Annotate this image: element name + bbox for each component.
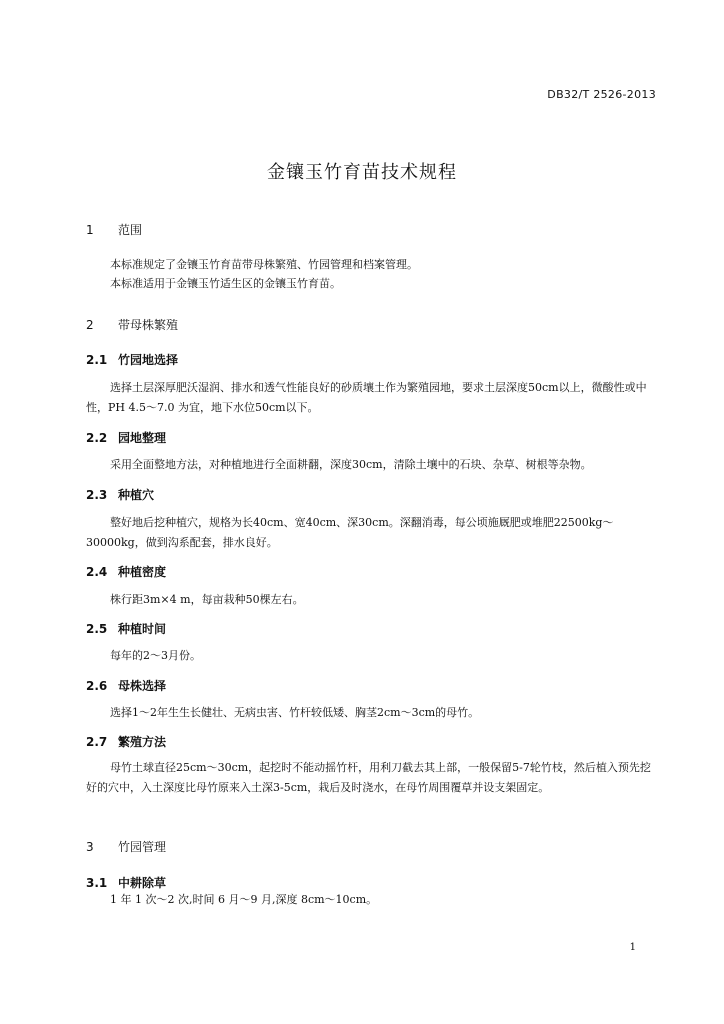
subsection-number: 2.6: [86, 679, 108, 693]
subsection-2-7-heading: [86, 733, 166, 750]
subsection-title: 竹园地选择: [118, 353, 179, 367]
section-number: 3: [86, 840, 94, 854]
subsection-title: 种植穴: [118, 488, 155, 502]
section-title: 竹园管理: [118, 840, 167, 854]
section-2-heading: [86, 316, 178, 333]
paragraph: 整好地后挖种植穴，规格为长40cm、宽40cm、深30cm。深翻消毒，每公顷施厩肥或堆肥22500kg～30000kg，做到沟系配套，排水良好。: [86, 516, 614, 549]
subsection-2-6-heading: [86, 677, 166, 694]
subsection-2-2-heading: [86, 429, 166, 446]
subsection-number: 2.5: [86, 622, 108, 636]
subsection-title: 种植时间: [118, 622, 167, 636]
subsection-number: 3.1: [86, 876, 108, 890]
section-title: 带母株繁殖: [118, 318, 179, 332]
paragraph: 1 年 1 次～2 次,时间 6 月～9 月,深度 8cm～10cm。: [110, 893, 378, 906]
subsection-number: 2.1: [86, 353, 108, 367]
paragraph: 本标准适用于金镶玉竹适生区的金镶玉竹育苗。: [110, 277, 341, 290]
section-3-heading: [86, 838, 166, 855]
paragraph: 母竹土球直径25cm～30cm，起挖时不能动摇竹杆，用利刀截去其上部，一般保留5-7轮竹枝，然后植入预先挖好的穴中，入土深度比母竹原来入土深3-5cm，栽后及时浇水，在母竹周围覆草并设支架固定。: [86, 761, 651, 794]
subsection-number: 2.3: [86, 488, 108, 502]
paragraph: 采用全面整地方法，对种植地进行全面耕翻，深度30cm，清除土壤中的石块、杂草、树根等杂物。: [110, 458, 592, 471]
subsection-title: 中耕除草: [118, 876, 167, 890]
subsection-title: 繁殖方法: [118, 735, 167, 749]
subsection-number: 2.4: [86, 565, 108, 579]
subsection-2-5-heading: [86, 620, 166, 637]
paragraph: 选择1～2年生生长健壮、无病虫害、竹杆较低矮、胸茎2cm～3cm的母竹。: [110, 706, 480, 719]
page-number: 1: [629, 942, 636, 953]
subsection-number: 2.2: [86, 431, 108, 445]
paragraph: 本标准规定了金镶玉竹育苗带母株繁殖、竹园管理和档案管理。: [110, 258, 418, 271]
subsection-2-3-heading: [86, 486, 154, 503]
standard-code: DB32/T 2526-2013: [547, 88, 656, 101]
subsection-title: 园地整理: [118, 431, 167, 445]
section-number: 2: [86, 318, 94, 332]
paragraph: 选择土层深厚肥沃湿润、排水和透气性能良好的砂质壤土作为繁殖园地，要求土层深度50cm以上，微酸性或中性，PH 4.5～7.0 为宜，地下水位50cm以下。: [86, 381, 647, 414]
document-title: 金镶玉竹育苗技术规程: [267, 162, 457, 183]
subsection-title: 母株选择: [118, 679, 167, 693]
subsection-2-4-heading: [86, 563, 166, 580]
subsection-number: 2.7: [86, 735, 108, 749]
paragraph: 株行距3m×4 m，每亩栽种50棵左右。: [110, 593, 304, 606]
section-1-heading: [86, 221, 142, 238]
subsection-3-1-heading: [86, 874, 166, 891]
section-number: 1: [86, 223, 94, 237]
section-title: 范围: [118, 223, 143, 237]
subsection-2-1-heading: [86, 351, 178, 368]
paragraph: 每年的2～3月份。: [110, 649, 201, 662]
subsection-title: 种植密度: [118, 565, 167, 579]
